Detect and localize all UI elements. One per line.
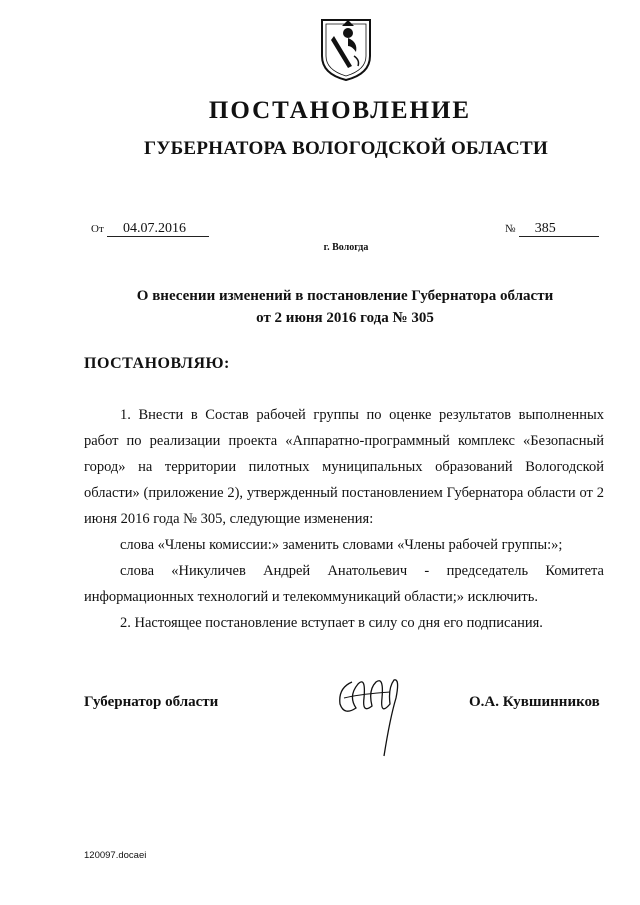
body-text — [84, 402, 604, 636]
subject-line-2: от 2 июня 2016 года № 305 — [256, 310, 434, 326]
paragraph-1: 1. Внести в Состав рабочей группы по оценке результатов выполненных работ по реализации проекта «Аппаратно-программный комплекс «Безопасный город» на территории пилотных муниципальных образований Вологодской области» (приложение 2), утвержденный постановлением Губернатора области от 2 июня 2016 года № 305, следующие изменения: — [84, 407, 604, 527]
signatory-name: О.А. Кувшинников — [469, 694, 600, 710]
subject-line-1: О внесении изменений в постановление Губернатора области — [136, 288, 554, 304]
city-label: г. Вологда — [323, 242, 369, 253]
handwritten-signature — [330, 668, 410, 758]
date-line — [91, 220, 209, 237]
number-value: 385 — [519, 222, 599, 237]
file-code: 120097.docaei — [84, 850, 147, 861]
document-title: ПОСТАНОВЛЕНИЕ — [208, 97, 472, 124]
decree-word: ПОСТАНОВЛЯЮ: — [84, 355, 230, 372]
document-subtitle: ГУБЕРНАТОРА ВОЛОГОДСКОЙ ОБЛАСТИ — [143, 138, 549, 159]
date-label: От — [91, 223, 104, 235]
paragraph-4: 2. Настоящее постановление вступает в силу со дня его подписания. — [120, 615, 543, 631]
paragraph-2: слова «Члены комиссии:» заменить словами «Члены рабочей группы:»; — [120, 537, 563, 553]
signatory-position: Губернатор области — [84, 694, 219, 710]
number-line — [505, 220, 599, 237]
subject-heading — [60, 285, 630, 329]
number-label: № — [505, 223, 516, 235]
paragraph-3: слова «Никуличев Андрей Анатольевич - председатель Комитета информационных технологий и телекоммуникаций области;» исключить. — [84, 563, 604, 605]
coat-of-arms-emblem — [318, 16, 374, 82]
date-value: 04.07.2016 — [107, 222, 209, 237]
